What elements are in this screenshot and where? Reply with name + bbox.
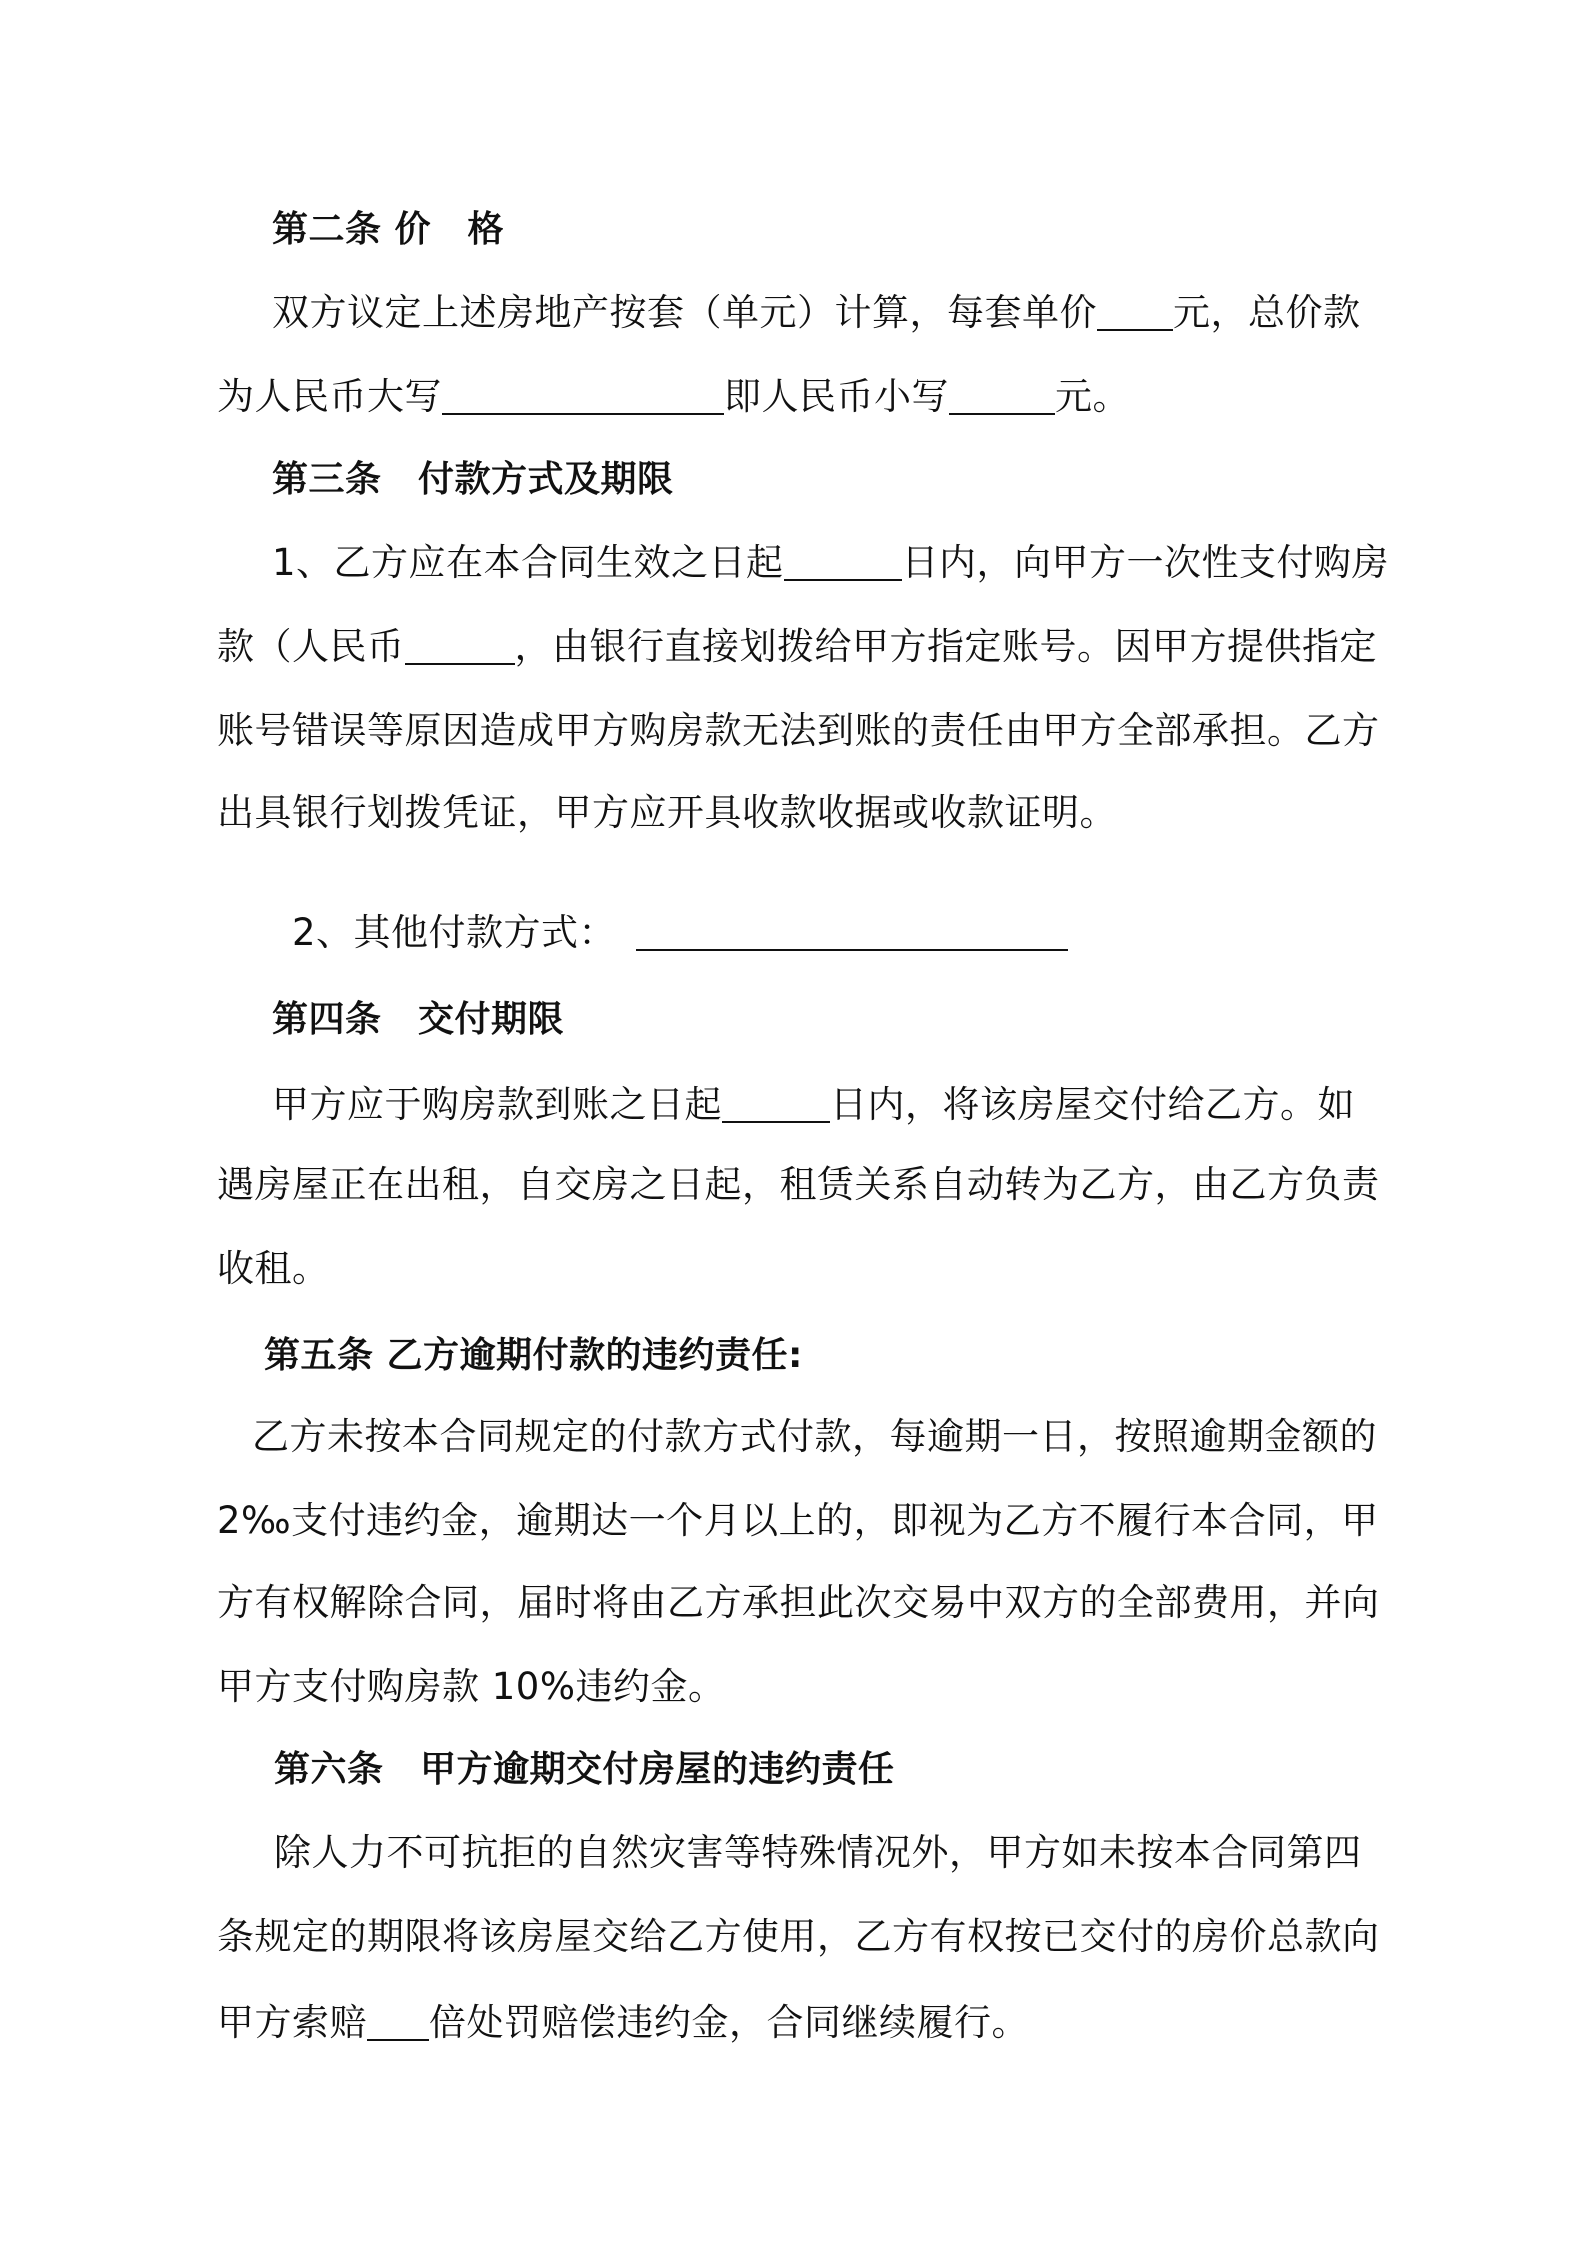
total-lowercase-blank[interactable]: [949, 381, 1055, 415]
other-payment-method-blank[interactable]: [636, 917, 1068, 951]
article3-p1-line2: [217, 625, 1377, 668]
payment-amount-blank[interactable]: [405, 631, 515, 665]
article3-p2-text: 2、其他付款方式：: [292, 911, 617, 954]
article5-line3: 方有权解除合同，届时将由乙方承担此次交易中双方的全部费用，并向: [217, 1581, 1380, 1624]
article2-line1: [272, 291, 1361, 334]
article4-line1-text-a: 甲方应于购房款到账之日起: [272, 1083, 722, 1126]
article2-line1-text-b: 元，总价款: [1173, 291, 1361, 334]
article5-line2: 2‰支付违约金，逾期达一个月以上的，即视为乙方不履行本合同，甲: [217, 1499, 1379, 1542]
article4-heading: 第四条 交付期限: [272, 999, 565, 1040]
article4-line2: 遇房屋正在出租，自交房之日起，租赁关系自动转为乙方，由乙方负责: [217, 1163, 1380, 1206]
article4-line1: [272, 1083, 1355, 1126]
article3-heading: 第三条 付款方式及期限: [272, 459, 674, 500]
article2-line2: [217, 375, 1130, 418]
unit-price-blank[interactable]: [1097, 297, 1173, 331]
article3-p1-line1-text-a: 1、乙方应在本合同生效之日起: [272, 541, 784, 584]
article5-heading: 第五条 乙方逾期付款的违约责任:: [264, 1335, 803, 1376]
article3-p1-line2-text-b: ，由银行直接划拨给甲方指定账号。因甲方提供指定: [514, 625, 1377, 668]
article5-line4: 甲方支付购房款 10%违约金。: [217, 1665, 726, 1708]
article3-p1-line2-text-a: 款（人民币: [217, 625, 405, 668]
article3-p2: [292, 911, 1068, 954]
article2-line1-text-a: 双方议定上述房地产按套（单元）计算，每套单价: [272, 291, 1097, 334]
article3-p1-line1: [272, 541, 1390, 584]
article5-line1: 乙方未按本合同规定的付款方式付款，每逾期一日，按照逾期金额的: [252, 1415, 1377, 1458]
article6-heading: 第六条 甲方逾期交付房屋的违约责任: [274, 1749, 895, 1790]
article6-line3-text-b: 倍处罚赔偿违约金，合同继续履行。: [429, 2001, 1029, 2044]
article6-line3-text-a: 甲方索赔: [217, 2001, 367, 2044]
article2-line2-text-c: 元。: [1055, 375, 1130, 418]
delivery-days-blank[interactable]: [722, 1089, 830, 1123]
article6-line2: 条规定的期限将该房屋交给乙方使用，乙方有权按已交付的房价总款向: [217, 1915, 1380, 1958]
penalty-multiple-blank[interactable]: [367, 2007, 429, 2041]
article2-line2-text-a: 为人民币大写: [217, 375, 442, 418]
article3-p1-line1-text-b: 日内，向甲方一次性支付购房: [901, 541, 1390, 584]
article3-p1-line3: 账号错误等原因造成甲方购房款无法到账的责任由甲方全部承担。乙方: [217, 709, 1380, 752]
article4-line3: 收租。: [217, 1247, 330, 1290]
article4-line1-text-b: 日内，将该房屋交付给乙方。如: [830, 1083, 1355, 1126]
article2-heading: 第二条 价 格: [272, 209, 505, 250]
article3-p1-line4: 出具银行划拨凭证，甲方应开具收款收据或收款证明。: [217, 791, 1117, 834]
payment-days-blank[interactable]: [784, 547, 902, 581]
article6-line3: [217, 2001, 1029, 2044]
article2-line2-text-b: 即人民币小写: [724, 375, 949, 418]
total-uppercase-blank[interactable]: [442, 381, 724, 415]
article6-line1: 除人力不可抗拒的自然灾害等特殊情况外，甲方如未按本合同第四: [274, 1831, 1362, 1874]
